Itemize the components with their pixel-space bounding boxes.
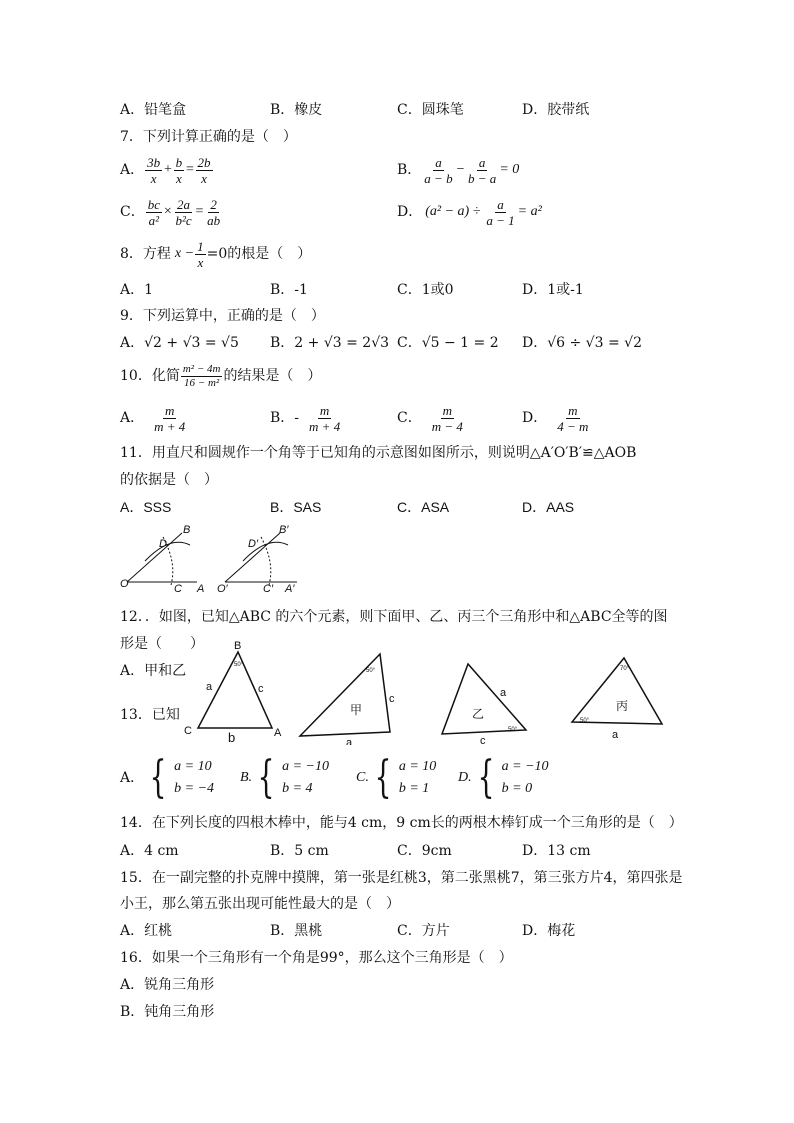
q14-option-d: D．13 cm — [522, 843, 591, 859]
fraction — [307, 403, 342, 434]
equals-sign: = — [185, 162, 195, 177]
equation-tail: = a² — [517, 204, 542, 219]
side-a-jia: a — [346, 737, 353, 745]
fraction — [146, 197, 162, 228]
fraction — [196, 155, 213, 186]
denominator: b²c — [175, 212, 192, 228]
label-B: B — [183, 525, 191, 536]
fraction — [422, 155, 454, 186]
denominator: m − 4 — [431, 418, 463, 434]
q15-option-b: B．黑桃 — [270, 923, 323, 939]
side-c: c — [258, 683, 264, 695]
fraction — [145, 155, 162, 186]
option-label: B． — [397, 162, 422, 178]
denominator: x — [197, 254, 204, 270]
equation-line: b = 4 — [282, 781, 313, 796]
operator: + — [163, 162, 173, 177]
q7-option-d — [397, 194, 542, 230]
option-label: C． — [120, 204, 145, 220]
expression-head: (a² − a) ÷ — [425, 204, 481, 219]
numerator: a — [478, 154, 486, 170]
q8-stem — [120, 236, 311, 272]
fraction — [152, 403, 187, 434]
numerator: 2 — [210, 196, 217, 212]
q7-option-a — [120, 152, 214, 188]
denominator: a² — [148, 212, 160, 228]
q11-figure — [115, 525, 315, 600]
q16-stem: 16．如果一个三角形有一个角是99°，那么这个三角形是（ ） — [120, 950, 513, 966]
denominator: 16 − m² — [184, 376, 220, 389]
fraction — [466, 155, 498, 186]
label-C-prime: C′ — [263, 583, 274, 595]
stem-text: 10．化简 — [120, 368, 180, 384]
option-label: A． — [120, 410, 145, 426]
ray-OB — [127, 533, 182, 582]
equation-line: b = 1 — [398, 781, 430, 796]
q10-option-b — [270, 400, 343, 436]
fraction — [174, 155, 185, 186]
q8-option-b: B．-1 — [270, 282, 308, 298]
denominator: x — [201, 170, 207, 186]
equals-sign: = — [194, 204, 205, 219]
q10-stem — [120, 358, 321, 394]
label-A: A — [274, 727, 282, 739]
side-c-jia: c — [389, 693, 395, 705]
label-O-prime: O′ — [217, 583, 228, 595]
q6-option-c: C．圆珠笔 — [397, 102, 464, 118]
fraction — [181, 363, 223, 390]
angle-label: 50° — [234, 662, 244, 668]
stem-text: 8．方程 — [120, 246, 171, 262]
equation-line: b = −4 — [174, 781, 215, 796]
numerator: b — [175, 154, 183, 170]
q8-option-a: A．1 — [120, 282, 154, 298]
label-B: B — [234, 640, 242, 652]
triangle-bing — [572, 658, 662, 724]
q7-option-c — [120, 194, 223, 230]
fraction — [484, 197, 516, 228]
brace-glyph: { — [374, 752, 392, 803]
q14-stem: 14．在下列长度的四根木棒中，能与4 cm，9 cm长的两根木棒钉成一个三角形的是（ ） — [120, 815, 683, 831]
fraction — [555, 403, 590, 434]
numerator: m² − 4m — [182, 362, 221, 375]
q13-stem: 13．已知 — [120, 707, 180, 723]
q13-option-c — [356, 754, 436, 802]
q8-option-d: D．1或-1 — [522, 282, 584, 298]
numerator: 2b — [197, 154, 211, 170]
denominator: b − a — [468, 170, 497, 186]
brace-glyph: { — [149, 752, 167, 803]
label-C: C — [174, 583, 182, 595]
q7-option-b — [397, 152, 519, 188]
q6-option-b: B．橡皮 — [270, 102, 323, 118]
q10-option-d — [522, 400, 591, 436]
q13-option-b — [240, 754, 329, 802]
numerator: 2a — [177, 196, 191, 212]
equation-line: a = 10 — [174, 759, 212, 774]
arc-top — [145, 542, 190, 561]
label-bing: 丙 — [616, 699, 629, 713]
q14-option-c: C．9cm — [397, 843, 452, 859]
q15-stem-line2: 小王，那么第五张出现可能性最大的是（ ） — [120, 896, 400, 912]
label-D-prime: D′ — [248, 538, 259, 550]
angle-label-bing-top: 70° — [620, 666, 630, 672]
q15-option-c: C．方片 — [397, 923, 450, 939]
option-label: B．- — [270, 410, 300, 426]
q9-stem: 9．下列运算中，正确的是（ ） — [120, 308, 325, 324]
label-yi: 乙 — [472, 707, 485, 721]
denominator: x — [175, 170, 182, 186]
side-a: a — [206, 681, 213, 693]
q12-stem-line1: 12．．如图，已知△ABC 的六个元素，则下面甲、乙、丙三个三角形中和△ABC全等的图 — [120, 609, 668, 625]
q9-option-d: D．√6 ÷ √3 = √2 — [522, 335, 642, 351]
numerator: 3b — [147, 154, 161, 170]
q6-option-d: D．胶带纸 — [522, 102, 590, 118]
variable: x − — [174, 246, 195, 261]
q12-stem-line2: 形是（ ） — [120, 636, 204, 652]
q15-stem-line1: 15．在一副完整的扑克牌中摸牌，第一张是红桃3，第二张黑桃7，第三张方片4，第四张是 — [120, 870, 683, 886]
angle-label-yi: 50° — [508, 727, 518, 733]
system-brace — [252, 752, 329, 803]
fraction — [173, 197, 193, 228]
option-label: C． — [397, 410, 422, 426]
equation-line: a = 10 — [398, 759, 437, 774]
denominator: a − b — [424, 170, 453, 186]
denominator: a − 1 — [486, 212, 515, 228]
label-A-prime: A′ — [285, 583, 295, 595]
q12-option-a: A．甲和乙 — [120, 663, 187, 679]
label-A: A — [197, 583, 205, 595]
denominator: 4 − m — [557, 418, 589, 434]
q13-option-a — [120, 754, 214, 802]
option-label: A． — [120, 770, 145, 786]
q11-option-c: C．ASA — [397, 499, 450, 515]
q9-option-b: B．2 + √3 = 2√3 — [270, 335, 390, 351]
side-c-yi: c — [480, 735, 486, 745]
label-C: C — [184, 725, 192, 737]
option-label: A． — [120, 162, 145, 178]
numerator: bc — [147, 196, 160, 212]
q8-option-c: C．1或0 — [397, 282, 454, 298]
q13-option-d — [458, 754, 549, 802]
q14-option-a: A．4 cm — [120, 843, 179, 859]
label-jia: 甲 — [350, 703, 363, 717]
q11-option-b: B．SAS — [270, 499, 322, 515]
option-label: C. — [356, 770, 369, 785]
q10-option-c — [397, 400, 466, 436]
fraction — [430, 403, 465, 434]
system-brace — [144, 752, 215, 803]
system-brace — [472, 752, 549, 803]
equation-line: a = −10 — [282, 759, 329, 774]
q6-option-a: A．铅笔盒 — [120, 102, 187, 118]
triangle-jia — [300, 654, 390, 736]
option-label: D． — [397, 204, 423, 220]
angle-label-jia: 50° — [366, 668, 376, 674]
q11-option-a: A．SSS — [120, 499, 172, 515]
q16-option-a: A．锐角三角形 — [120, 977, 215, 993]
option-label: B. — [240, 770, 253, 785]
numerator: m — [319, 402, 330, 418]
angle-label-bing-left: 50° — [580, 718, 590, 724]
equation-tail: = 0 — [499, 162, 520, 177]
system-brace — [369, 752, 437, 803]
triangle-yi — [442, 664, 526, 734]
q11-stem-line2: 的依据是（ ） — [120, 472, 218, 488]
option-label: D. — [458, 770, 472, 785]
stem-text: 的结果是（ ） — [223, 368, 322, 384]
operator: × — [163, 204, 173, 219]
side-a-bing: a — [612, 729, 619, 741]
q15-option-a: A．红桃 — [120, 923, 173, 939]
fraction — [205, 197, 222, 228]
numerator: m — [442, 402, 452, 418]
numerator: a — [497, 196, 504, 212]
label-B-prime: B′ — [279, 525, 289, 536]
stem-text: =0的根是（ ） — [206, 246, 312, 262]
fraction — [195, 239, 206, 270]
brace-glyph: { — [257, 752, 275, 803]
label-D: D — [159, 538, 167, 550]
q10-option-a — [120, 400, 188, 436]
side-b: b — [228, 730, 236, 745]
option-label: D． — [522, 410, 548, 426]
q9-option-a: A．√2 + √3 = √5 — [120, 335, 239, 351]
q11-option-d: D．AAS — [522, 499, 575, 515]
equation-line: a = −10 — [501, 759, 549, 774]
equation-line: b = 0 — [501, 781, 533, 796]
numerator: m — [165, 402, 175, 418]
numerator: 1 — [197, 238, 204, 254]
denominator: m + 4 — [154, 418, 186, 434]
q15-option-d: D．梅花 — [522, 923, 576, 939]
denominator: m + 4 — [309, 418, 341, 434]
q9-option-c: C．√5 − 1 = 2 — [397, 335, 499, 351]
brace-glyph: { — [477, 752, 495, 803]
operator: − — [455, 162, 466, 177]
label-O: O — [120, 578, 129, 590]
q7-stem: 7．下列计算正确的是（ ） — [120, 129, 297, 145]
denominator: ab — [207, 212, 221, 228]
numerator: m — [568, 402, 578, 418]
q12-figure — [180, 640, 670, 745]
numerator: a — [435, 154, 442, 170]
q14-option-b: B．5 cm — [270, 843, 329, 859]
side-a-yi: a — [500, 687, 507, 699]
denominator: x — [150, 170, 157, 186]
q11-stem-line1: 11．用直尺和圆规作一个角等于已知角的示意图如图所示，则说明△A′O′B′≌△AOB — [120, 445, 637, 461]
q16-option-b: B．钝角三角形 — [120, 1004, 215, 1020]
